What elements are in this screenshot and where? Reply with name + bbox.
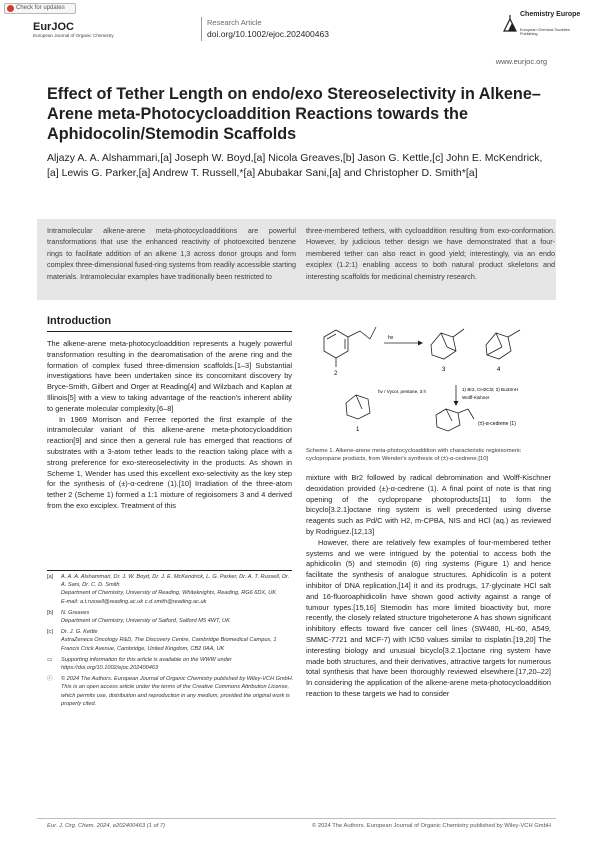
intro-paragraph-2: In 1969 Morrison and Ferree reported the first example of the intramolecular variant of this alkene-arene meta-photocycloaddition reaction[9] and since then a general rule has emerged that reactions of substrates with a 3-atom tether leads to the reaction taking place with a strong preference for exo-stereoselectivity in the products. As shown in Scheme 1, Wender has used this excellent exo-selectivity as the key step for the synthesis of (±)-α-cedrene (1).[10] Irradiation of the three-atom tether 2 (Scheme 1) formed a 1:1 mixture of regioisomers 3 and 4 derived from the exo exciplex. Treatment of this (47, 414, 292, 510)
supporting-info-text[interactable]: Supporting information for this article is available on the WWW under https://doi.org/10.1002/ejoc.202400463 (61, 656, 232, 672)
body-left-column (47, 339, 292, 512)
compound-2-structure (324, 327, 376, 367)
compound-3-number: 3 (442, 367, 446, 373)
affiliation-b-tag: [b] (47, 609, 54, 616)
cedrene-label: (±)-α-cedrene (1) (478, 421, 516, 427)
compound-2-number: 2 (334, 371, 338, 377)
reaction-arrow-1-head (418, 341, 423, 346)
license-notice (47, 675, 295, 708)
body-right-column (306, 473, 551, 700)
footer-copyright: © 2024 The Authors. European Journal of Organic Chemistry published by Wiley-VCH GmbH (311, 823, 551, 829)
scheme-1-figure (306, 315, 551, 442)
check-for-updates-badge[interactable] (4, 3, 76, 14)
affiliations-divider (47, 570, 292, 571)
affiliation-b-dept: Department of Chemistry, University of Salford, Salford M5 4WT, UK (61, 618, 230, 625)
article-title: Effect of Tether Length on endo/exo Stereoselectivity in Alkene–Arene meta-Photocycloaddition Reactions towards the Aphidocolin/Stemodin Scaffolds (47, 85, 541, 143)
section-heading-introduction: Introduction (47, 315, 112, 327)
license-text: © 2024 The Authors. European Journal of Organic Chemistry published by Wiley-VCH GmbH. This is an open access article under the terms of the Creative Commons Attribution License, which permits use, distribution and reproduction in any medium, provided the original work is properly cited. (61, 676, 294, 707)
affiliation-a-dept: Department of Chemistry, University of Reading, Whiteknights, Reading, RG6 6DX, UK (61, 590, 277, 597)
journal-website-link[interactable]: www.eurjoc.org (495, 57, 547, 66)
abstract-right-column: three-membered tethers, with cycloaddition resulting from exo-conformation. However, by judicious tether design we have demonstrated that a four-membered tether can also react in good yield; interestingly, via an endo exciplex (1.2:1) enabling access to both natural product skeletons and interesting scaffolds for medicinal chemistry research. (306, 226, 555, 281)
affiliation-c-tag: [c] (47, 629, 53, 636)
irradiation-label: hν (388, 335, 394, 341)
affiliation-c-names: Dr. J. G. Kettle (61, 629, 98, 636)
author-list: Aljazy A. A. Alshammari,[a] Joseph W. Boyd,[a] Nicola Greaves,[b] Jason G. Kettle,[c] John E. McKendrick,[a] Lewis G. Parker,[a] Andrew T. Russell,*[a] Abubakar Sani,[a] and Christopher D. Smith*[a] (47, 152, 543, 179)
section-divider (47, 331, 292, 332)
supporting-info-icon: ▭ (47, 656, 53, 663)
journal-full-name: European Journal of Organic Chemistry (33, 33, 114, 38)
compound-4-number: 4 (497, 367, 501, 373)
footer-divider (37, 818, 556, 819)
affiliation-a (47, 573, 295, 606)
reduction-label: Wolff-Kishner (462, 395, 490, 400)
publisher-subtitle: European Chemical Societies Publishing (520, 28, 570, 37)
footer-citation: Eur. J. Org. Chem. 2024, e202400463 (1 of 7) (47, 823, 166, 829)
check-for-updates-label: Check for updates (16, 5, 65, 11)
affiliation-b (47, 609, 295, 625)
article-type: Research Article (207, 18, 262, 27)
intro-paragraph-4: However, there are relatively few examples of four-membered tether systems and we were intrigued by the potential to access both the aphidicolin (5) and stemodin (6) ring systems (Figure 1) and hence facilitate the synthesis of analogue structures. Aphidicolin is a potent inhibitor of DNA replication,[14] it and its prodrugs, 17-glycinate HCl salt and 16-fluoroaphidicolin have shown good activity against a range of tumour types.[15,16] Stemodin has more limited bioactivity but, more recently, the closely related structure trigoheterone A has shown significant inhibitory effects toward five cancer cell lines (SW480, HL-60, A549, SMMC-7721 and MCF-7) with IC50 values similar to cisplatin.[19,20] The interesting biology and unusual bicyclo[3.2.1]octane ring system have made both structures, and their derivatives, attractive targets for numerous total synthesis that have been thoroughly reviewed elsewhere.[17,20–22] In considering the application of the alkene-arene meta-photocycloaddition reaction to these targets we had to consider (306, 537, 551, 698)
scheme-1-caption: Scheme 1. Alkene-arene meta-photocycloaddition with characteristic regioisomeric cyclopropane products, from Wender's synthesis of (±)-α-cedrene.[10] (306, 448, 522, 463)
affiliation-c (47, 628, 295, 653)
compound-1-number: 1 (356, 427, 360, 433)
intro-paragraph-3: mixture with Br2 followed by radical debromination and Wolff-Kischner deoxidation provided (±)-α-cedrene (1). A final point of note is that ring opening of the cyclopropane photoproducts[11] to form the bicyclo[3.2.1]octane ring system is well precedented using diverse reagents such as Pd/C with H2, m-CPBA, NIS and HCl (aq.) as reviewed by Rodriguez.[12,13] (306, 473, 551, 536)
affiliation-b-names: N. Greaves (61, 609, 90, 616)
compound-1-structure (436, 409, 474, 431)
compound-4-structure (486, 330, 520, 359)
header-divider (201, 17, 202, 41)
reagents-label: 1) Br2, CH2Cl2; 2) Bu3SnH (462, 387, 519, 392)
reaction-arrow-2-head (454, 401, 459, 406)
doi-link[interactable]: doi.org/10.1002/ejoc.202400463 (207, 29, 329, 39)
affiliations-block (47, 573, 295, 708)
abstract-left-column: Intramolecular alkene-arene meta-photocycloadditions are powerful transformations that use the enhanced reactivity of photoexcited benzene rings to facilitate addition of an alkene 1,3 across donor groups and form complex three-dimensional fused-ring systems from readily accessible starting materials. Intramolecular examples have traditionally been restricted to (47, 226, 296, 281)
intro-paragraph-1: The alkene-arene meta-photocycloaddition represents a hugely powerful transformation resulting in the dearomatisation of the arene ring and the formation of complex fused three-dimension scaffolds.[1–3] Substantial investigations have been undertaken since its concomitant discovery by Bryce-Smith, Gilbert and Orger at Reading[4] and Wilzbach and Kaplan at Illinois[5] with a view to taking advantage of the reaction's inherent ability to generate molecular complexity.[6–8] (47, 339, 292, 413)
affiliation-a-tag: [a] (47, 574, 54, 580)
journal-logo: EurJOC (33, 21, 74, 33)
affiliation-a-names: A. A. A. Alshammari, Dr. J. W. Boyd, Dr. J. E. McKendrick, L. G. Parker, Dr. A. T. Russell, Dr. A. Sani, Dr. C. D. Smith (61, 574, 290, 589)
compound-3-structure (431, 329, 464, 359)
compound-2-conversion-structure (346, 395, 370, 419)
publisher-name: Chemistry Europe (520, 11, 581, 18)
affiliation-a-email[interactable]: E-mail: a.t.russell@reading.ac.uk c.d.smith@reading.ac.uk (61, 598, 207, 605)
open-access-icon: ⓒ (47, 676, 53, 683)
supporting-info (47, 656, 295, 672)
affiliation-c-dept: AstraZeneca Oncology R&D, The Discovery Centre, Cambridge Biomedical Campus, 1 Francis Crick Avenue, Cambridge, United Kingdom, CB2 0AA, UK (61, 637, 277, 652)
updates-icon (7, 5, 14, 12)
conditions-label: hν / Vycor, pentane, 3 h (378, 389, 427, 394)
